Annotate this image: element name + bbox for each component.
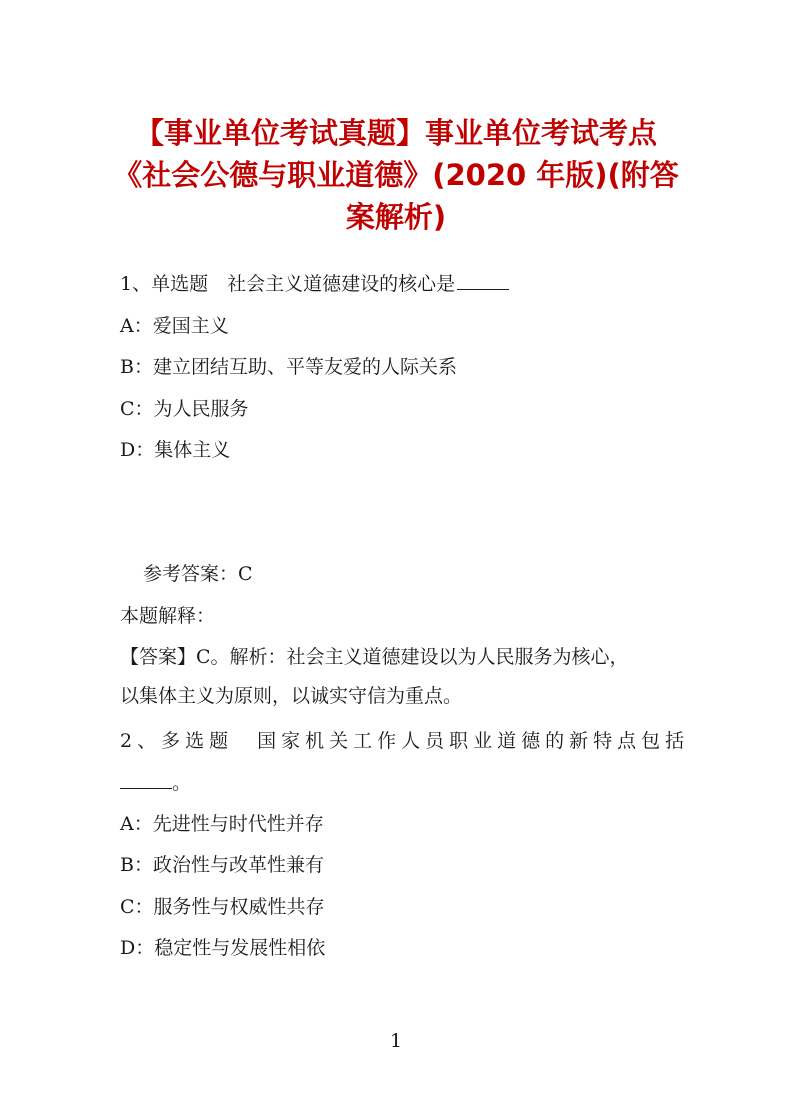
question-1-option-a: A：爱国主义	[120, 315, 229, 337]
question-2-option-d: D：稳定性与发展性相依	[120, 937, 326, 959]
answer-blank	[457, 271, 509, 290]
question-1-option-d: D：集体主义	[120, 439, 231, 461]
question-1-answer: 参考答案：C	[143, 563, 253, 585]
question-1-text: 1、单选题 社会主义道德建设的核心是	[120, 273, 456, 295]
question-1-option-b: B：建立团结互助、平等友爱的人际关系	[120, 356, 457, 378]
question-2-option-a: A：先进性与时代性并存	[120, 813, 324, 835]
question-2-option-b: B：政治性与改革性兼有	[120, 854, 324, 876]
title-line-2: 《社会公德与职业道德》(2020 年版)(附答	[113, 158, 679, 192]
question-1-stem	[120, 271, 509, 297]
answer-blank	[120, 770, 172, 789]
question-1-explanation-label: 本题解释：	[120, 605, 216, 627]
question-2-option-c: C：服务性与权威性共存	[120, 896, 325, 918]
question-1-explanation-line-1: 【答案】C。解析：社会主义道德建设以为人民服务为核心，	[120, 646, 629, 668]
document-title	[100, 112, 692, 238]
question-2-stem-continued	[120, 770, 191, 796]
page-number: 1	[389, 1030, 403, 1052]
question-2-stem-end: 。	[172, 772, 192, 794]
title-line-3: 案解析)	[345, 200, 447, 234]
question-1-option-c: C：为人民服务	[120, 398, 249, 420]
question-2-stem: 2、多选题 国家机关工作人员职业道德的新特点包括	[120, 730, 690, 752]
title-line-1: 【事业单位考试真题】事业单位考试考点	[134, 116, 657, 150]
question-1-explanation-line-2: 以集体主义为原则，以诚实守信为重点。	[120, 685, 463, 707]
